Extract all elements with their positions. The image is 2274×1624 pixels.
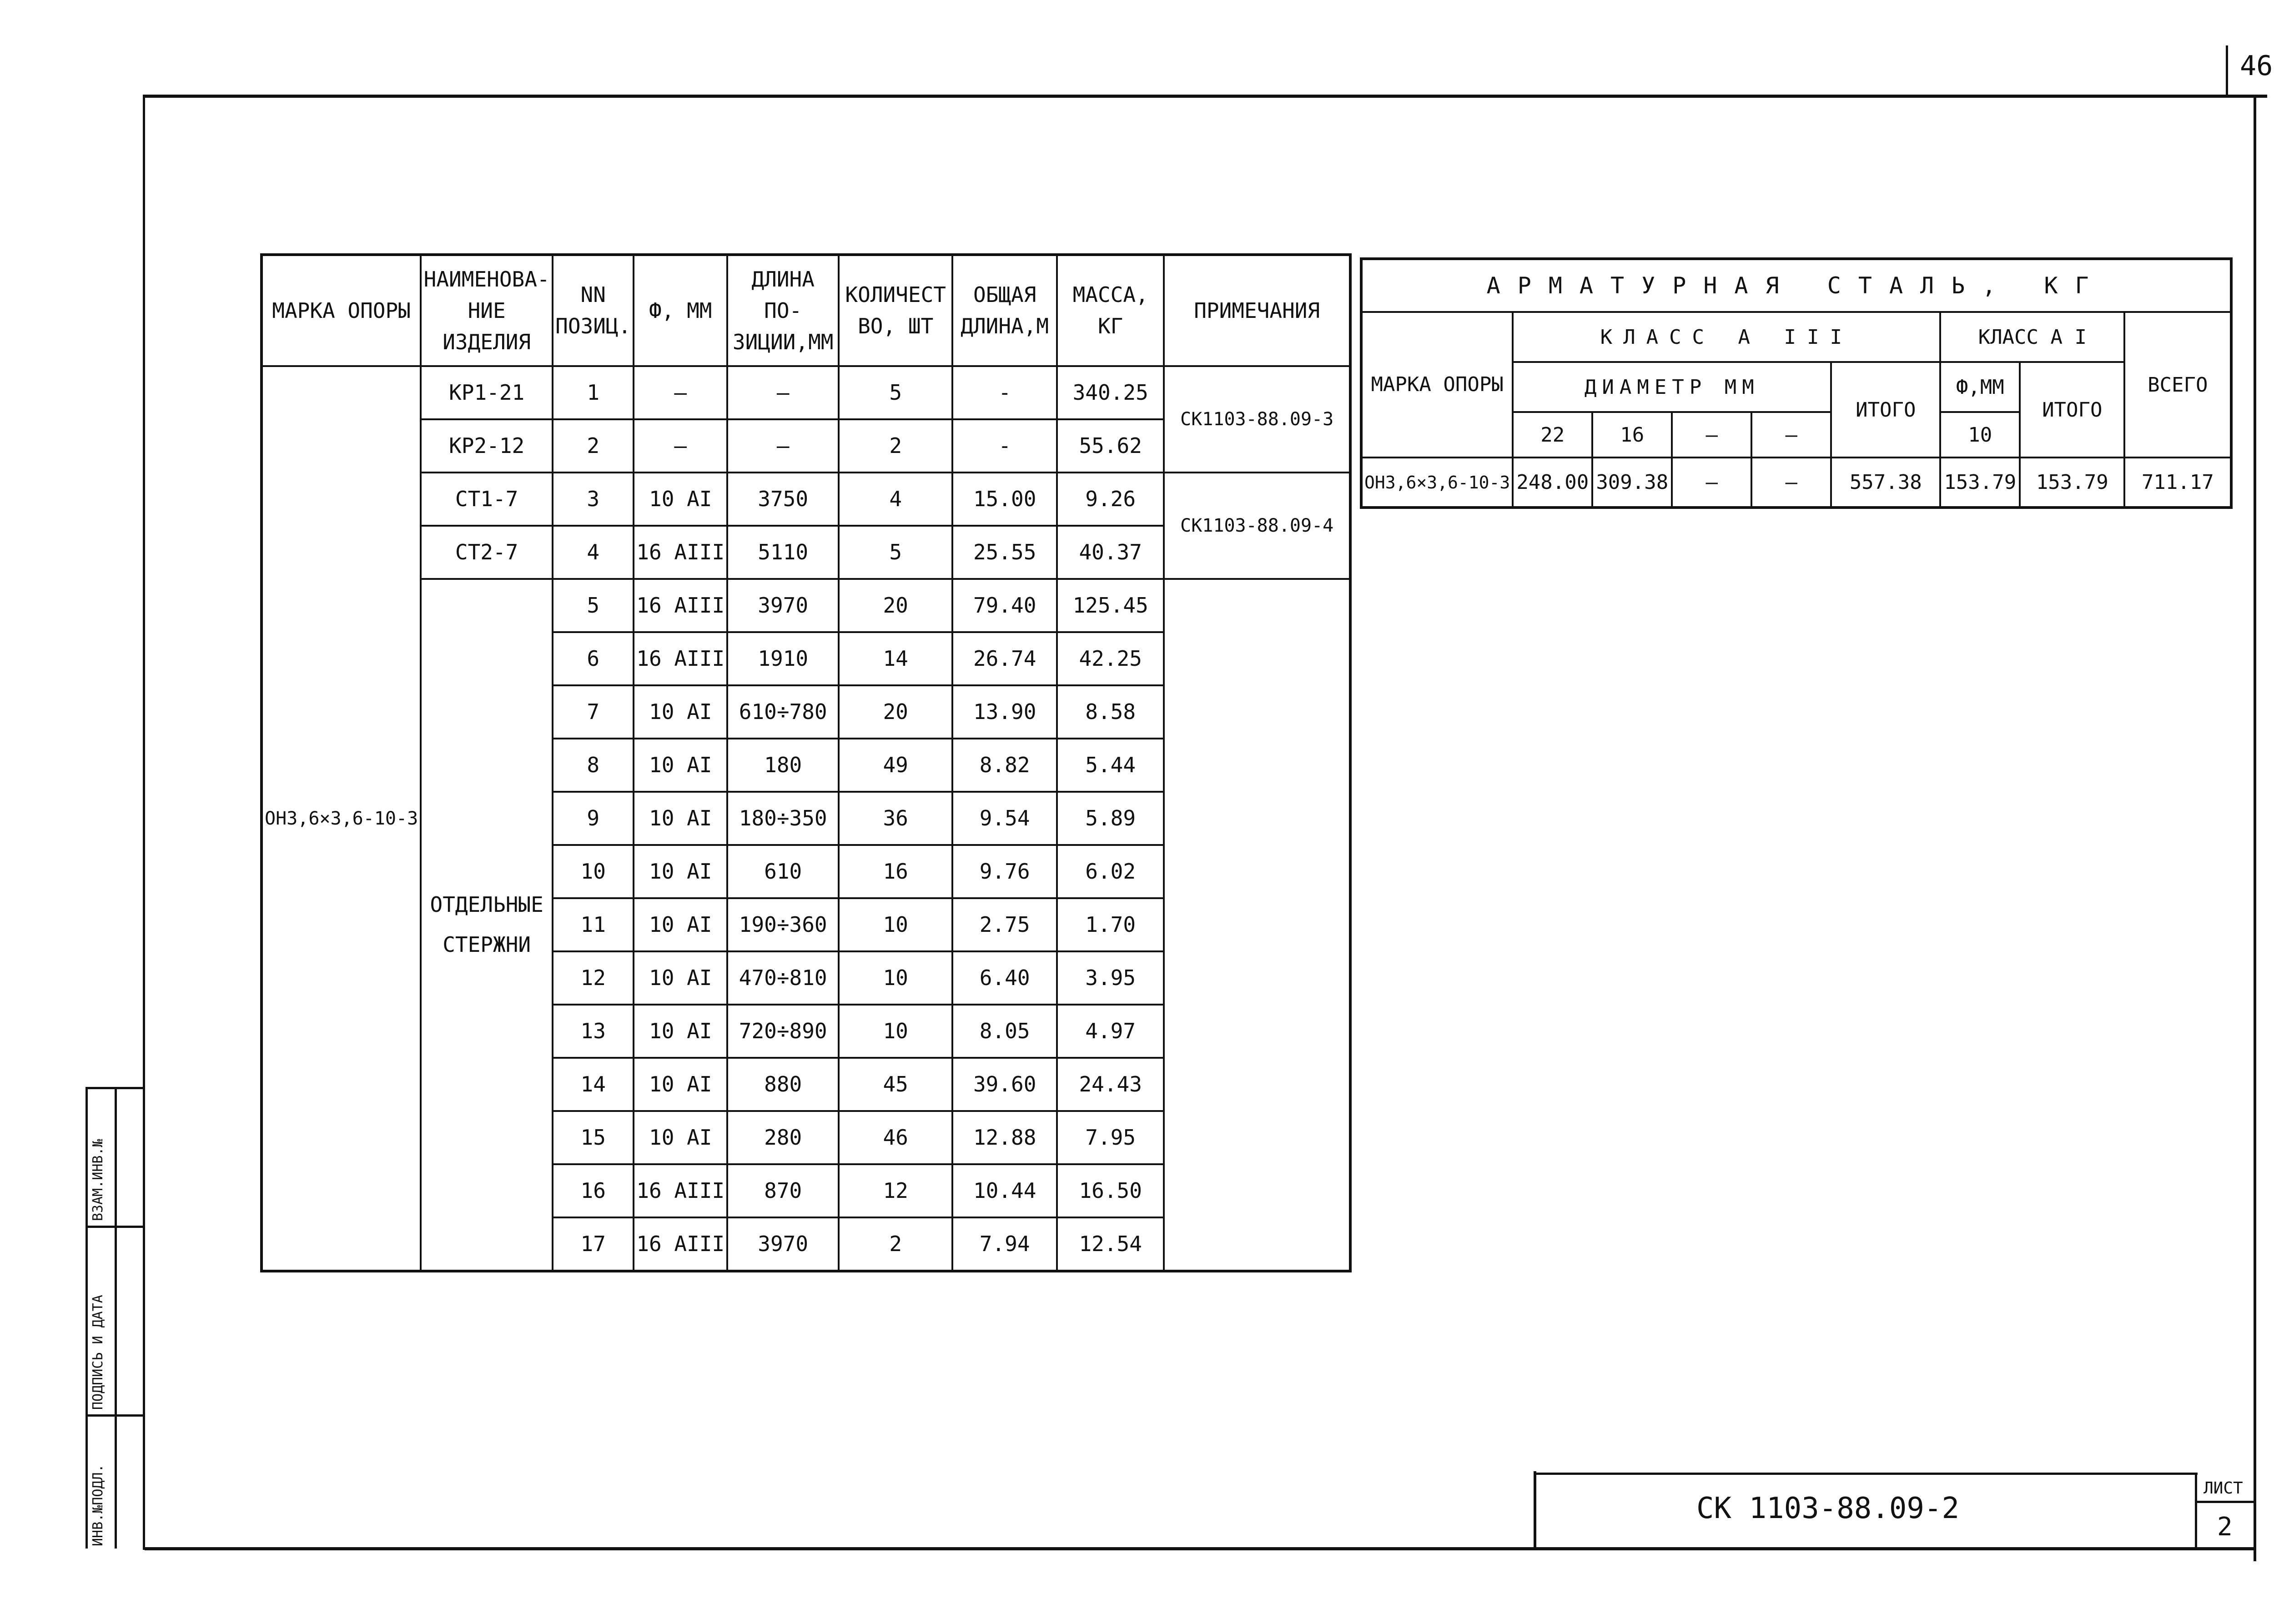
stamp-label-inv: ИНВ.№ПОДЛ. — [90, 1464, 106, 1546]
cell-pos: 3 — [553, 473, 634, 526]
cell-len: 1910 — [727, 632, 839, 685]
cell-dia: 10 АI — [634, 685, 727, 739]
header-brand: МАРКА ОПОРЫ — [262, 255, 421, 366]
stamp-strip-line-left — [86, 1087, 88, 1549]
cell-mass: 3.95 — [1057, 951, 1164, 1005]
title-block-left-line — [1534, 1471, 1536, 1549]
steel-cell-22: 248.00 — [1513, 458, 1592, 508]
cell-len: 880 — [727, 1058, 839, 1111]
cell-total-len: 8.05 — [952, 1005, 1057, 1058]
cell-name: СТ2-7 — [421, 526, 553, 579]
header-diameter: Ф, ММ — [634, 255, 727, 366]
cell-len: 180÷350 — [727, 792, 839, 845]
cell-dia: 16 АIII — [634, 579, 727, 632]
steel-header-grand-total: ВСЕГО — [2124, 312, 2231, 458]
cell-dia: 16 АIII — [634, 1217, 727, 1271]
cell-dia: — — [634, 419, 727, 473]
cell-total-len: 6.40 — [952, 951, 1057, 1005]
stamp-label-signature: ПОДПИСЬ И ДАТА — [90, 1295, 106, 1410]
cell-qty: 12 — [839, 1164, 952, 1217]
cell-pos: 9 — [553, 792, 634, 845]
cell-total-len: 25.55 — [952, 526, 1057, 579]
cell-pos: 10 — [553, 845, 634, 898]
cell-qty: 5 — [839, 366, 952, 419]
cell-total-len: 15.00 — [952, 473, 1057, 526]
sheet-label: ЛИСТ — [2204, 1479, 2243, 1498]
steel-header-total-a3: ИТОГО — [1831, 362, 1940, 458]
cell-note: СК1103-88.09-3 — [1164, 366, 1350, 473]
frame-top — [143, 95, 2267, 98]
cell-mass: 9.26 — [1057, 473, 1164, 526]
cell-mass: 8.58 — [1057, 685, 1164, 739]
cell-pos: 14 — [553, 1058, 634, 1111]
cell-note: СК1103-88.09-4 — [1164, 473, 1350, 579]
cell-pos: 15 — [553, 1111, 634, 1164]
cell-qty: 10 — [839, 951, 952, 1005]
header-mass: МАССА, КГ — [1057, 255, 1164, 366]
cell-len: 470÷810 — [727, 951, 839, 1005]
cell-mass: 6.02 — [1057, 845, 1164, 898]
cell-qty: 49 — [839, 739, 952, 792]
cell-len: 870 — [727, 1164, 839, 1217]
steel-dia-22: 22 — [1513, 412, 1592, 458]
cell-qty: 46 — [839, 1111, 952, 1164]
cell-mass: 24.43 — [1057, 1058, 1164, 1111]
cell-brand: ОН3,6×3,6-10-3 — [262, 366, 421, 1271]
page-number-divider — [2226, 45, 2228, 96]
cell-len: — — [727, 419, 839, 473]
steel-cell-16: 309.38 — [1592, 458, 1672, 508]
cell-total-len: 7.94 — [952, 1217, 1057, 1271]
cell-total-len: 9.54 — [952, 792, 1057, 845]
cell-total-len: 8.82 — [952, 739, 1057, 792]
sheet-number: 2 — [2217, 1512, 2233, 1542]
cell-qty: 2 — [839, 1217, 952, 1271]
cell-mass: 42.25 — [1057, 632, 1164, 685]
cell-qty: 4 — [839, 473, 952, 526]
stamp-strip-sep1 — [86, 1226, 145, 1228]
steel-header-diameter: ДИАМЕТР ММ — [1513, 362, 1831, 412]
cell-dia: 16 АIII — [634, 526, 727, 579]
cell-qty: 5 — [839, 526, 952, 579]
cell-pos: 4 — [553, 526, 634, 579]
cell-qty: 14 — [839, 632, 952, 685]
table-row — [262, 579, 1350, 632]
cell-pos: 12 — [553, 951, 634, 1005]
cell-name: КР2-12 — [421, 419, 553, 473]
cell-len: 3750 — [727, 473, 839, 526]
cell-mass: 12.54 — [1057, 1217, 1164, 1271]
cell-len: — — [727, 366, 839, 419]
cell-dia: 10 АI — [634, 1005, 727, 1058]
table-row — [1361, 458, 2231, 508]
cell-dia: 10 АI — [634, 739, 727, 792]
cell-mass: 4.97 — [1057, 1005, 1164, 1058]
cell-total-len: 10.44 — [952, 1164, 1057, 1217]
cell-len: 180 — [727, 739, 839, 792]
cell-qty: 45 — [839, 1058, 952, 1111]
sheet-box-divider — [2195, 1501, 2256, 1503]
cell-total-len: - — [952, 366, 1057, 419]
cell-pos: 1 — [553, 366, 634, 419]
header-notes: ПРИМЕЧАНИЯ — [1164, 255, 1350, 366]
cell-qty: 2 — [839, 419, 952, 473]
cell-pos: 6 — [553, 632, 634, 685]
steel-header-brand: МАРКА ОПОРЫ — [1361, 312, 1513, 458]
cell-qty: 10 — [839, 898, 952, 951]
stamp-strip-line-mid — [115, 1087, 117, 1549]
header-product-name: НАИМЕНОВА-НИЕ ИЗДЕЛИЯ — [421, 255, 553, 366]
cell-total-len: 12.88 — [952, 1111, 1057, 1164]
steel-dia-empty-2: — — [1751, 412, 1831, 458]
cell-mass: 40.37 — [1057, 526, 1164, 579]
cell-mass: 340.25 — [1057, 366, 1164, 419]
steel-header-class-a3: КЛАСС А III — [1513, 312, 1940, 362]
cell-dia: 10 АI — [634, 845, 727, 898]
steel-cell-total-a1: 153.79 — [2020, 458, 2124, 508]
cell-mass: 125.45 — [1057, 579, 1164, 632]
specification-table — [260, 253, 1352, 1272]
header-quantity: КОЛИЧЕСТ ВО, ШТ — [839, 255, 952, 366]
cell-dia: 16 АIII — [634, 1164, 727, 1217]
cell-qty: 10 — [839, 1005, 952, 1058]
cell-note-empty — [1164, 579, 1350, 1271]
cell-len: 3970 — [727, 1217, 839, 1271]
cell-dia: — — [634, 366, 727, 419]
cell-dia: 10 АI — [634, 792, 727, 845]
header-total-length: ОБЩАЯ ДЛИНА,М — [952, 255, 1057, 366]
steel-cell-brand: ОН3,6×3,6-10-3 — [1361, 458, 1513, 508]
cell-total-len: 2.75 — [952, 898, 1057, 951]
steel-table-title: АРМАТУРНАЯ СТАЛЬ, КГ — [1361, 259, 2231, 312]
header-length: ДЛИНА ПО-ЗИЦИИ,ММ — [727, 255, 839, 366]
stamp-strip-sep2 — [86, 1414, 145, 1417]
steel-dia-16: 16 — [1592, 412, 1672, 458]
cell-dia: 10 АI — [634, 898, 727, 951]
cell-pos: 8 — [553, 739, 634, 792]
page-number: 46 — [2240, 50, 2273, 82]
steel-cell-empty-2: — — [1751, 458, 1831, 508]
cell-len: 280 — [727, 1111, 839, 1164]
cell-total-len: - — [952, 419, 1057, 473]
steel-cell-grand-total: 711.17 — [2124, 458, 2231, 508]
cell-dia: 10 АI — [634, 1058, 727, 1111]
cell-mass: 7.95 — [1057, 1111, 1164, 1164]
cell-mass: 55.62 — [1057, 419, 1164, 473]
cell-total-len: 39.60 — [952, 1058, 1057, 1111]
cell-mass: 5.89 — [1057, 792, 1164, 845]
cell-qty: 20 — [839, 579, 952, 632]
cell-separate-rods: ОТДЕЛЬНЫЕ СТЕРЖНИ — [421, 579, 553, 1271]
cell-total-len: 9.76 — [952, 845, 1057, 898]
cell-pos: 7 — [553, 685, 634, 739]
cell-dia: 10 АI — [634, 951, 727, 1005]
cell-total-len: 13.90 — [952, 685, 1057, 739]
cell-mass: 16.50 — [1057, 1164, 1164, 1217]
sheet-box-left — [2195, 1473, 2197, 1549]
cell-dia: 16 АIII — [634, 632, 727, 685]
frame-bottom — [145, 1547, 2255, 1550]
cell-pos: 11 — [553, 898, 634, 951]
cell-qty: 16 — [839, 845, 952, 898]
title-block-top-line — [1534, 1473, 2198, 1475]
steel-cell-empty-1: — — [1672, 458, 1751, 508]
cell-len: 5110 — [727, 526, 839, 579]
cell-len: 610 — [727, 845, 839, 898]
spec-header-row — [262, 255, 1350, 366]
cell-name: КР1-21 — [421, 366, 553, 419]
frame-left — [143, 95, 145, 1550]
steel-header-phi: Ф,ММ — [1940, 362, 2020, 412]
cell-total-len: 79.40 — [952, 579, 1057, 632]
header-position: NN ПОЗИЦ. — [553, 255, 634, 366]
frame-right — [2254, 95, 2256, 1561]
cell-qty: 20 — [839, 685, 952, 739]
reinforcing-steel-table — [1360, 257, 2233, 509]
cell-len: 3970 — [727, 579, 839, 632]
steel-cell-10: 153.79 — [1940, 458, 2020, 508]
cell-pos: 17 — [553, 1217, 634, 1271]
stamp-label-replaced-inv: ВЗАМ.ИНВ.№ — [90, 1139, 106, 1221]
cell-qty: 36 — [839, 792, 952, 845]
cell-pos: 16 — [553, 1164, 634, 1217]
cell-name: СТ1-7 — [421, 473, 553, 526]
cell-mass: 5.44 — [1057, 739, 1164, 792]
cell-dia: 10 АI — [634, 1111, 727, 1164]
table-row — [262, 366, 1350, 419]
cell-pos: 5 — [553, 579, 634, 632]
cell-pos: 13 — [553, 1005, 634, 1058]
steel-dia-empty-1: — — [1672, 412, 1751, 458]
cell-mass: 1.70 — [1057, 898, 1164, 951]
cell-dia: 10 АI — [634, 473, 727, 526]
steel-cell-total-a3: 557.38 — [1831, 458, 1940, 508]
stamp-strip-top — [86, 1087, 145, 1089]
cell-total-len: 26.74 — [952, 632, 1057, 685]
cell-len: 610÷780 — [727, 685, 839, 739]
steel-dia-10: 10 — [1940, 412, 2020, 458]
sheet-code: СК 1103-88.09-2 — [1696, 1492, 1959, 1525]
table-row — [262, 473, 1350, 526]
steel-header-class-a1: КЛАСС А I — [1940, 312, 2124, 362]
steel-header-total-a1: ИТОГО — [2020, 362, 2124, 458]
cell-len: 720÷890 — [727, 1005, 839, 1058]
cell-len: 190÷360 — [727, 898, 839, 951]
cell-pos: 2 — [553, 419, 634, 473]
